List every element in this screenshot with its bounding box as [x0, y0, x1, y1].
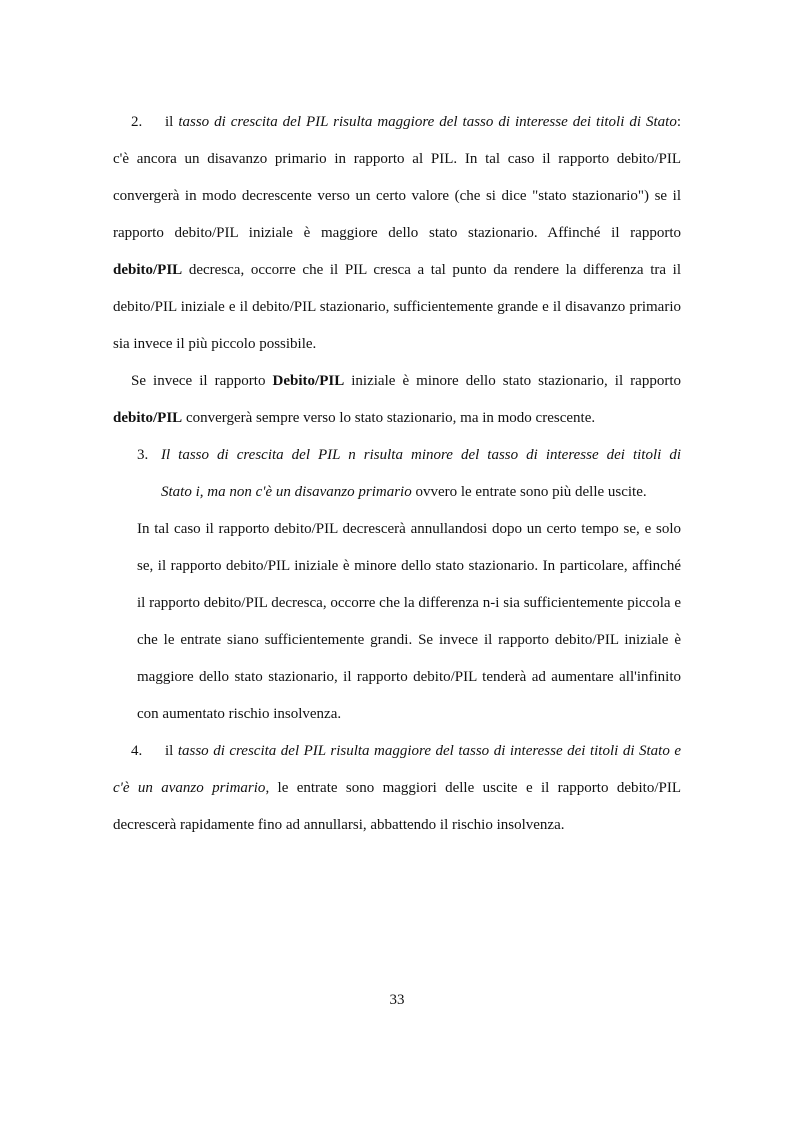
- list-item-4: [113, 733, 681, 844]
- item2-text-2: : c'è ancora un disavanzo primario in rapporto al PIL. In tal caso il rapporto debito/PIL convergerà in modo decrescente verso un certo valore (che si dice "stato stazionario") se il rapporto debito/PIL iniziale è maggiore dello stato stazionario. Affinché il rapporto: [113, 114, 681, 241]
- item2-italic-phrase: tasso di crescita del PIL risulta maggiore del tasso di interesse dei titoli di Stato: [178, 114, 677, 130]
- item4-text-1: il: [165, 743, 178, 759]
- item3-heading-line-2: [137, 474, 681, 511]
- item3-heading-line-1: [137, 437, 681, 474]
- item3-heading-rest: ovvero le entrate sono più delle uscite.: [411, 484, 647, 500]
- para-text-2: iniziale è minore dello stato stazionario, il rapporto: [344, 373, 681, 389]
- item2-text-1: il: [165, 114, 179, 130]
- item2-text-3: decresca, occorre che il PIL cresca a tal punto da rendere la differenza tra il debito/PIL iniziale e il debito/PIL stazionario, sufficientemente grande e il disavanzo primario sia invece il più piccolo possibile.: [113, 262, 681, 352]
- item4-italic-phrase: tasso di crescita del PIL risulta maggiore del tasso di interesse dei titoli di Stato e c'è un avanzo primario: [113, 743, 681, 796]
- para-bold-term-2: debito/PIL: [113, 410, 183, 426]
- list-item-3: [137, 437, 681, 511]
- item3-body-text: In tal caso il rapporto debito/PIL decrescerà annullandosi dopo un certo tempo se, e solo se, il rapporto debito/PIL iniziale è minore dello stato stazionario. In particolare, affinché il rapporto debito/PIL decresca, occorre che la differenza n-i sia sufficientemente piccola e che le entrate siano sufficientemente grandi. Se invece il rapporto debito/PIL iniziale è maggiore dello stato stazionario, il rapporto debito/PIL tenderà ad aumentare all'infinito con aumentato rischio insolvenza.: [137, 521, 681, 722]
- item3-italic-line-1: Il tasso di crescita del PIL n risulta minore del tasso di interesse dei titoli di: [161, 447, 681, 463]
- item3-italic-line-2: Stato i, ma non c'è un disavanzo primario: [161, 484, 412, 500]
- list-number: 4.: [131, 743, 143, 759]
- para-text-3: convergerà sempre verso lo stato stazionario, ma in modo crescente.: [182, 410, 596, 426]
- para-text-1: Se invece il rapporto: [131, 373, 273, 389]
- paragraph-stato-stazionario: [113, 363, 681, 437]
- list-number: 3.: [137, 447, 149, 463]
- list-number: 2.: [131, 114, 143, 130]
- page-number: 33: [389, 992, 405, 1008]
- item4-text-2: , le entrate sono maggiori delle uscite e il rapporto debito/PIL decrescerà rapidamente fino ad annullarsi, abbattendo il rischio insolvenza.: [113, 780, 681, 833]
- page-body: [113, 104, 681, 844]
- list-item-2: [113, 104, 681, 363]
- para-bold-term-1: Debito/PIL: [272, 373, 345, 389]
- item2-bold-term: debito/PIL: [113, 262, 183, 278]
